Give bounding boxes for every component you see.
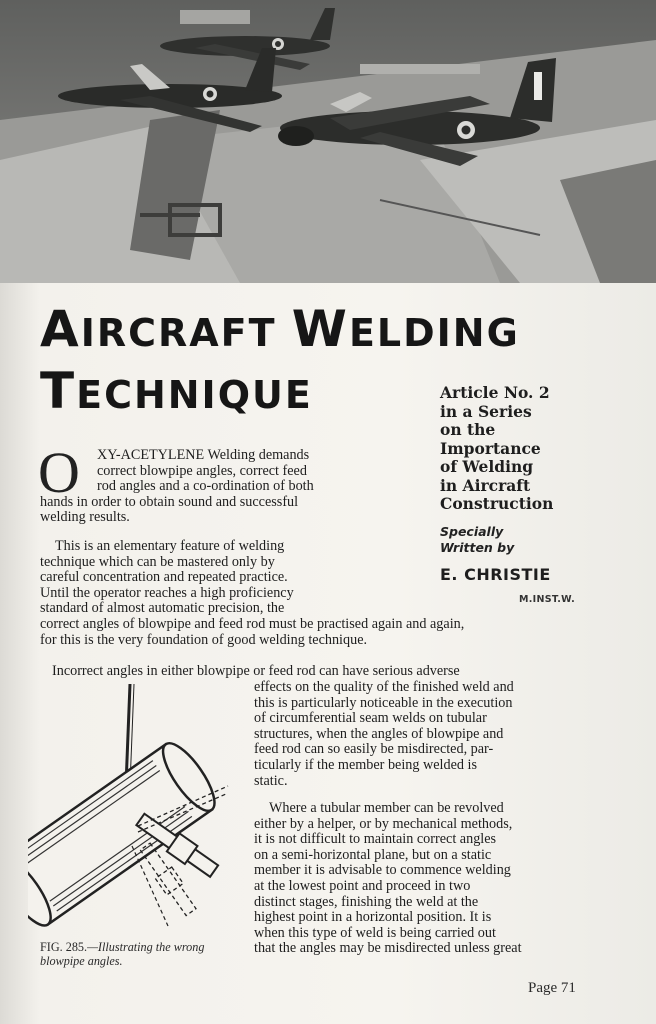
text-line: it is not difficult to maintain correct angles <box>254 831 497 848</box>
title-word: WELDING <box>291 300 520 358</box>
text-line: this is particularly noticeable in the execution <box>254 694 513 711</box>
article-title-line-2 <box>40 362 313 420</box>
caption-line <box>40 941 204 955</box>
title-word: AIRCRAFT <box>40 300 292 358</box>
text-line: member it is advisable to commence welding <box>254 862 511 879</box>
byline-line: Written by <box>440 540 515 555</box>
byline-line: Specially <box>440 524 504 539</box>
text-line: hands in order to obtain sound and successful <box>40 493 299 510</box>
caption-text: blowpipe angles. <box>40 953 123 968</box>
series-line: Importance <box>440 438 541 458</box>
text-line: on a semi-horizontal plane, but on a static <box>254 846 492 863</box>
text-line: at the lowest point and proceed in two <box>254 877 471 894</box>
text-line: for this is the very foundation of good welding technique. <box>40 631 368 648</box>
text-line: effects on the quality of the finished weld and <box>254 679 514 695</box>
paragraph-4 <box>254 801 522 957</box>
text-line: feed rod can so easily be misdirected, par- <box>254 741 494 758</box>
text-line: correct blowpipe angles, correct feed <box>97 462 307 479</box>
figure-illustration <box>28 676 238 941</box>
text-line: when this type of weld is being carried out <box>254 924 496 941</box>
page-number: Page 71 <box>528 980 576 996</box>
text-line: careful concentration and repeated practice. <box>40 569 288 586</box>
series-line: Article No. 2 <box>440 383 550 402</box>
text-line: ticularly if the member being welded is <box>254 756 477 773</box>
text-line: Incorrect angles in either blowpipe or feed rod can have serious adverse <box>52 663 460 679</box>
caption-line <box>40 955 204 969</box>
author-credential: M.INST.W. <box>519 594 576 605</box>
text-line: structures, when the angles of blowpipe and <box>254 725 504 742</box>
series-line: in a Series <box>440 401 532 421</box>
series-line: on the <box>440 420 496 439</box>
text-line: This is an elementary feature of welding <box>55 538 285 554</box>
series-line: in Aircraft <box>440 475 531 495</box>
text-line: welding results. <box>40 509 130 526</box>
figure-label: FIG. 285. <box>40 940 88 954</box>
text-line: either by a helper, or by mechanical methods, <box>254 815 513 832</box>
text-line: technique which can be mastered only by <box>40 553 275 570</box>
figure-caption <box>40 941 204 968</box>
drop-cap: O <box>38 440 80 505</box>
aircraft-photo <box>0 0 656 283</box>
paragraph-2 <box>40 539 464 648</box>
series-line: of Welding <box>440 457 534 476</box>
caption-text: —Illustrating the wrong <box>87 940 205 954</box>
title-word: TECHNIQUE <box>40 362 313 420</box>
paragraph-3-continued <box>254 680 514 789</box>
text-line: correct angles of blowpipe and feed rod must be practised again and again, <box>40 615 465 632</box>
text-line: of circumferential seam welds on tubular <box>254 710 487 727</box>
series-line: Construction <box>440 494 554 513</box>
author-name: E. CHRISTIE <box>440 565 551 584</box>
text-line: distinct stages, finishing the weld at the <box>254 893 479 910</box>
article-title-line-1 <box>40 300 520 358</box>
text-line: static. <box>254 772 288 789</box>
text-line: standard of almost automatic precision, the <box>40 600 285 617</box>
series-info <box>440 384 590 514</box>
text-line: Until the operator reaches a high proficiency <box>40 584 294 601</box>
intro-paragraph <box>0 448 400 526</box>
text-line: that the angles may be misdirected unless great <box>254 940 522 957</box>
text-line: rod angles and a co-ordination of both <box>97 478 314 495</box>
text-line: XY-ACETYLENE Welding demands <box>97 447 310 463</box>
text-line: Where a tubular member can be revolved <box>269 800 504 816</box>
text-line: highest point in a horizontal position. It is <box>254 909 492 926</box>
